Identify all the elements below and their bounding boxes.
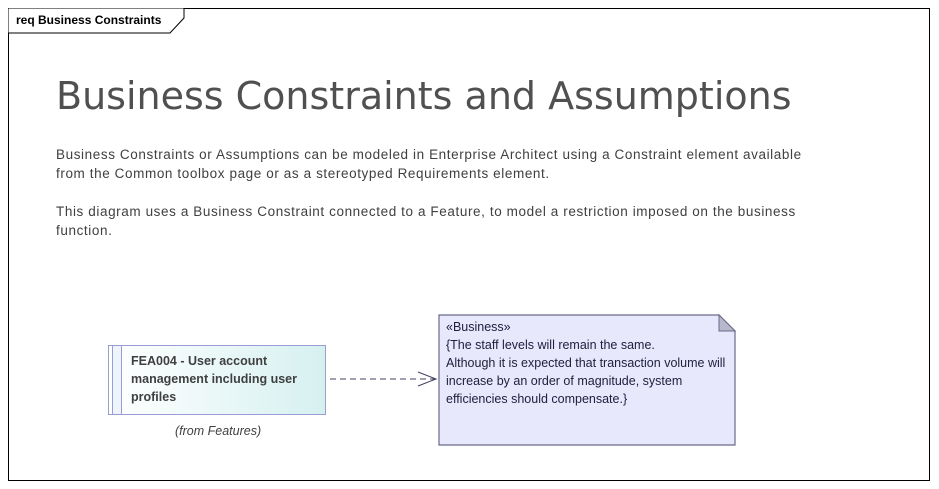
feature-element-bar	[112, 346, 122, 414]
constraint-text	[446, 318, 736, 408]
constraint-line-1: {The staff levels will remain the same.	[446, 338, 655, 352]
diagram-title: Business Constraints and Assumptions	[56, 74, 792, 118]
feature-label: FEA004 - User account management including user profiles	[131, 354, 298, 404]
constraint-stereotype: «Business»	[446, 320, 511, 334]
constraint-line-3: increase by an order of magnitude, system	[446, 374, 683, 388]
description-paragraph-2: This diagram uses a Business Constraint connected to a Feature, to model a restriction imposed on the business function.	[56, 204, 796, 238]
frame-label: req Business Constraints	[16, 13, 162, 27]
constraint-line-4: efficiencies should compensate.}	[446, 392, 628, 406]
description-paragraph-1: Business Constraints or Assumptions can be modeled in Enterprise Architect using a Constraint element available from the Common toolbox page or as a stereotyped Requirements element.	[56, 147, 802, 181]
constraint-connector[interactable]	[330, 370, 442, 390]
feature-package-label: (from Features)	[175, 424, 262, 438]
feature-element[interactable]	[108, 345, 326, 415]
constraint-line-2: Although it is expected that transaction volume will	[446, 356, 726, 370]
